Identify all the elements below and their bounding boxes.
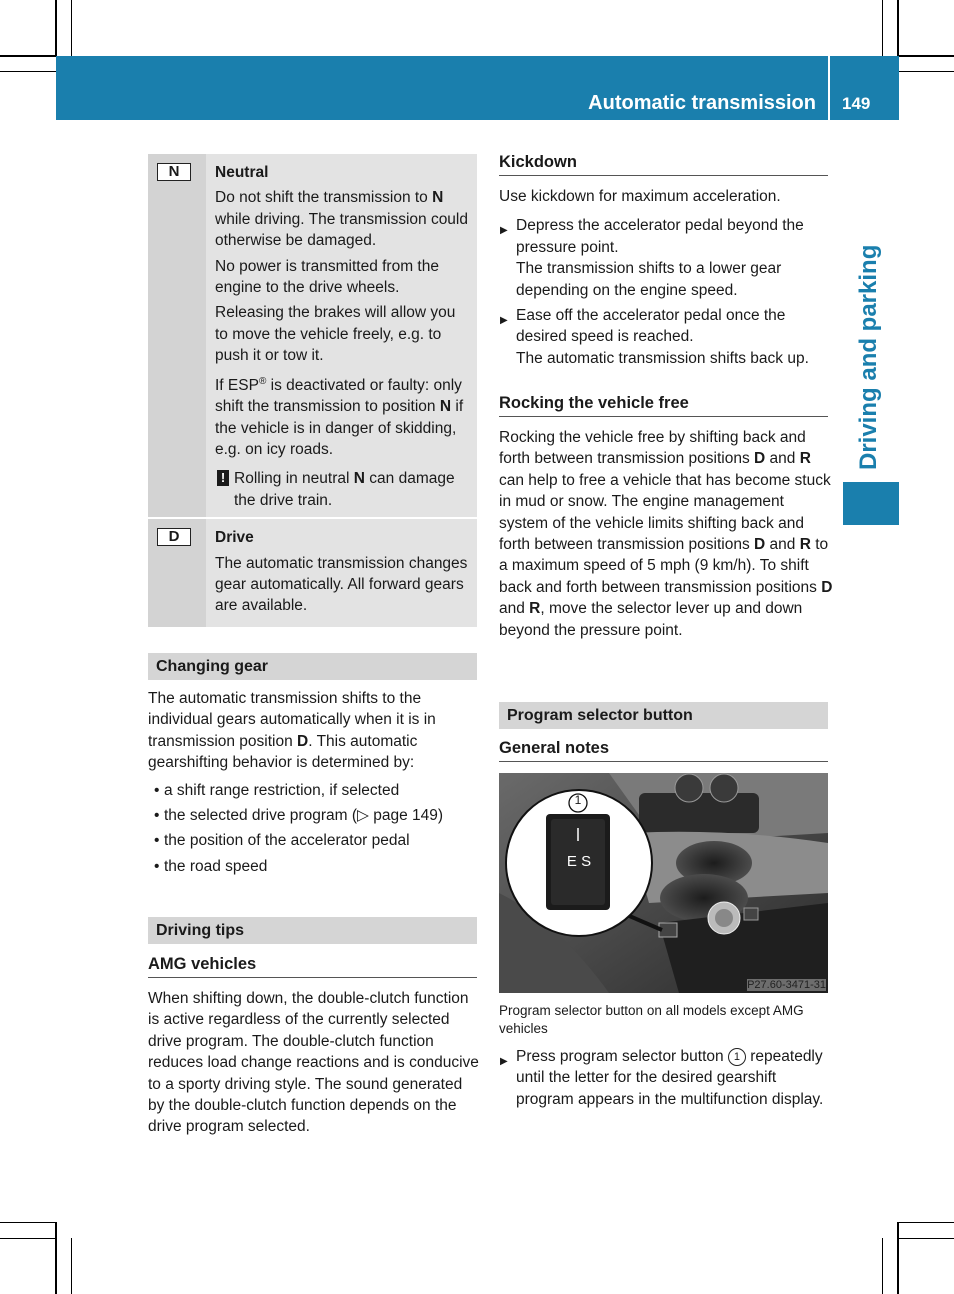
gear-symbol-cell <box>148 519 206 627</box>
arrow-icon: ▶ <box>500 225 508 237</box>
crop-mark <box>898 55 954 57</box>
crop-mark <box>71 0 72 56</box>
subsection-heading: Rocking the vehicle free <box>499 394 828 417</box>
step-action: Depress the accelerator pedal beyond the pressure point. <box>516 217 804 256</box>
text: D <box>297 732 309 750</box>
rocking-body <box>499 427 833 645</box>
list-item <box>499 1046 833 1110</box>
list-item <box>499 305 833 369</box>
crop-mark <box>0 71 56 72</box>
crop-mark <box>898 1238 954 1239</box>
text: D <box>821 578 833 596</box>
text: Rocking the vehicle free by shifting back and forth between transmission positions <box>499 429 806 468</box>
image-code: P27.60-3471-31 <box>747 979 826 991</box>
paragraph <box>215 371 471 461</box>
subsection-heading: AMG vehicles <box>148 955 477 978</box>
text: is deactivated or faulty: only shift the transmission to position <box>215 376 462 416</box>
text: R <box>529 600 541 618</box>
list-item: • the selected drive program (▷ page 149) <box>148 805 480 826</box>
paragraph <box>215 187 471 251</box>
crop-mark <box>898 71 954 72</box>
bullet-list <box>148 780 480 878</box>
text: , move the selector lever up and down beyond the pressure point. <box>499 600 803 639</box>
crop-mark <box>0 55 56 57</box>
text: D <box>754 536 766 554</box>
warning-text <box>234 468 471 511</box>
arrow-icon: ▶ <box>500 1056 508 1067</box>
text: N <box>439 398 452 416</box>
list-item: • a shift range restriction, if selected <box>148 780 480 801</box>
section-heading: Program selector button <box>499 702 828 729</box>
text: Rolling in neutral <box>234 470 354 488</box>
text: and <box>499 600 530 618</box>
text: R <box>799 536 811 554</box>
gear-d-icon: D <box>157 528 191 546</box>
registered-mark: ® <box>258 375 267 387</box>
crop-mark <box>0 1222 56 1223</box>
crop-mark <box>55 1222 57 1294</box>
section-heading: Changing gear <box>148 653 477 680</box>
paragraph <box>499 427 833 641</box>
step-result: The automatic transmission shifts back up. <box>516 349 809 367</box>
paragraph: No power is transmitted from the engine to the drive wheels. <box>215 257 439 297</box>
text: D <box>754 450 766 468</box>
amg-body <box>148 988 480 1142</box>
text: if the vehicle is in danger of skidding, e.g. on icy roads. <box>215 398 464 459</box>
paragraph: Releasing the brakes will allow you to move the vehicle freely, e.g. to push it or tow it. <box>215 304 456 365</box>
text: Press program selector button <box>516 1048 728 1065</box>
crop-mark <box>882 0 883 56</box>
list-item: • the road speed <box>148 856 480 877</box>
crop-mark <box>897 0 899 56</box>
text: N <box>432 189 444 207</box>
header-divider <box>828 56 830 120</box>
text: . This automatic gearshifting behavior is determined by: <box>148 732 418 772</box>
warning-note <box>215 468 471 511</box>
callout-label: 1 <box>574 793 582 807</box>
program-selector-photo <box>499 773 828 993</box>
warning-icon: ! <box>217 470 229 486</box>
list-item: • the position of the accelerator pedal <box>148 830 480 851</box>
crop-mark <box>0 1238 56 1239</box>
text: to a maximum speed of 5 mph (9 km/h). To shift back and forth between transmission positions <box>499 536 829 596</box>
gear-heading: Neutral <box>215 164 269 181</box>
photo-illustration <box>499 773 828 993</box>
gear-row-drive <box>148 519 477 627</box>
gear-heading: Drive <box>215 529 254 547</box>
text: repeatedly until the letter for the desired gearshift program appears in the multifunction display. <box>516 1048 824 1108</box>
crop-mark <box>71 1238 72 1294</box>
text: while driving. The transmission could otherwise be damaged. <box>215 210 468 250</box>
photo-caption: Program selector button on all models except AMG vehicles <box>499 1003 804 1036</box>
gear-n-icon: N <box>157 163 191 181</box>
paragraph: Use kickdown for maximum acceleration. <box>499 188 781 205</box>
crop-mark <box>55 0 57 56</box>
text: and <box>765 450 800 468</box>
text: If ESP <box>215 376 259 394</box>
callout-number-icon: 1 <box>728 1048 746 1066</box>
text: can help to free a vehicle that has become stuck in mud or snow. The engine management system of the vehicle limits shifting back and forth between transmission positions <box>499 471 831 554</box>
step-list <box>499 1046 833 1110</box>
program-selector-body <box>499 1046 833 1114</box>
gear-position-table <box>148 154 477 627</box>
crop-mark <box>897 1222 899 1294</box>
paragraph: The automatic transmission changes gear automatically. All forward gears are available. <box>215 554 468 615</box>
gear-description <box>206 154 477 517</box>
chapter-tab-label: Driving and parking <box>855 244 882 470</box>
chapter-tab-marker <box>843 482 899 525</box>
crop-mark <box>898 1222 954 1223</box>
es-button-label: E S <box>566 853 592 870</box>
text: can damage the drive train. <box>234 470 455 509</box>
changing-gear-body <box>148 688 480 881</box>
page-title: Automatic transmission <box>588 92 816 114</box>
text: The automatic transmission shifts to the individual gears automatically when it is in transmission position <box>148 690 436 750</box>
paragraph <box>148 688 480 774</box>
step-list <box>499 215 833 369</box>
text: R <box>799 450 811 468</box>
kickdown-body <box>499 186 833 373</box>
gear-symbol-cell <box>148 154 206 517</box>
paragraph: When shifting down, the double-clutch function is active regardless of the currently selected drive program. The double-clutch function reduces load change reactions and is conducive to a sporty driving style. The sound generated by the double-clutch function depends on the drive program selected. <box>148 990 479 1136</box>
subsection-heading: Kickdown <box>499 153 828 176</box>
step-result: The transmission shifts to a lower gear depending on the engine speed. <box>516 260 782 299</box>
text: and <box>765 536 800 554</box>
section-heading: Driving tips <box>148 917 477 944</box>
step-action: Ease off the accelerator pedal once the desired speed is reached. <box>516 307 786 346</box>
text: Do not shift the transmission to <box>215 189 433 207</box>
gear-row-neutral <box>148 154 477 517</box>
subsection-heading: General notes <box>499 739 828 762</box>
text: N <box>353 470 365 488</box>
gear-description <box>206 519 477 627</box>
page-number: 149 <box>842 94 871 113</box>
crop-mark <box>882 1238 883 1294</box>
arrow-icon: ▶ <box>500 315 508 327</box>
list-item <box>499 215 833 301</box>
